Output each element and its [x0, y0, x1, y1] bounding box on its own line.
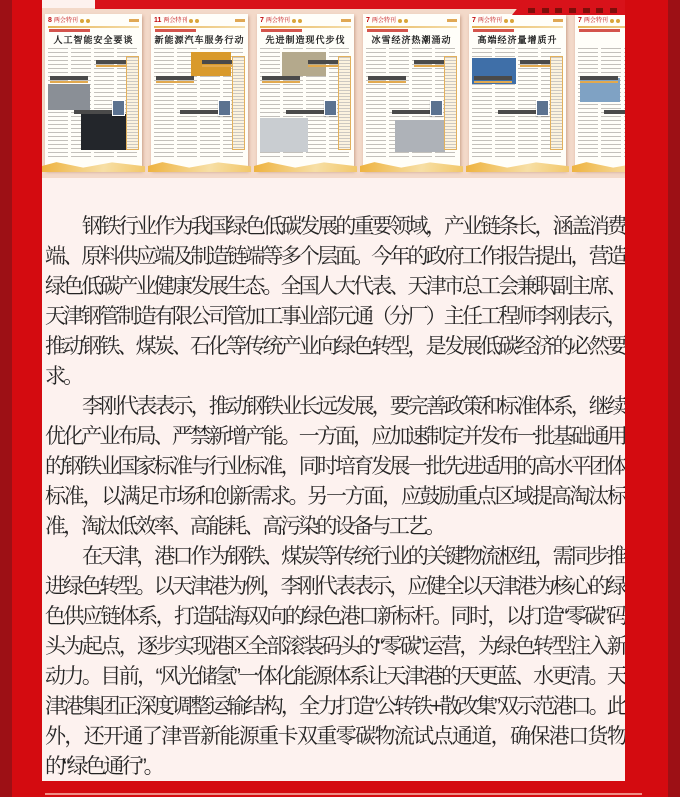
banner-text-fragment — [583, 8, 590, 13]
masthead-rule — [154, 26, 245, 28]
column-subhead — [180, 110, 220, 114]
thumbnail-masthead — [260, 16, 351, 25]
thumbnail-headline: 人工智能安全要谈 — [53, 35, 134, 45]
masthead-date-mark — [341, 19, 351, 22]
column-subhead — [392, 110, 432, 114]
vertical-article-bar — [126, 56, 139, 150]
emblem-icon — [189, 19, 193, 23]
masthead-date-mark — [129, 19, 139, 22]
page-footer-wave — [148, 161, 251, 172]
thumbnail-photo — [260, 118, 308, 152]
column-subhead — [580, 76, 618, 80]
delegate-portrait — [536, 100, 549, 116]
article-body — [45, 212, 625, 782]
vertical-article-bar — [338, 56, 351, 150]
newspaper-page-thumbnail[interactable] — [45, 14, 142, 170]
page-number: 7 — [366, 16, 370, 24]
thumbnail-headline: 先进制造现代步伐 — [265, 35, 346, 45]
column-subhead — [604, 110, 625, 114]
thumbnail-page-body — [260, 48, 351, 160]
emblem-icon — [616, 19, 620, 23]
page-number: 7 — [472, 16, 476, 24]
emblem-icon — [80, 19, 84, 23]
banner-text-fragment — [542, 8, 549, 13]
masthead-rule — [260, 26, 351, 28]
masthead-rule — [366, 26, 457, 28]
column-subhead — [498, 110, 538, 114]
emblem-icon — [510, 19, 514, 23]
newspaper-page-thumbnail[interactable] — [363, 14, 460, 170]
page-footer-wave — [254, 161, 357, 172]
emblem-icon — [398, 19, 402, 23]
page-number: 11 — [154, 16, 162, 24]
right-border-bright — [625, 0, 668, 797]
column-subhead — [156, 76, 194, 80]
thumbnail-headline: 冰雪经济热潮涌动 — [371, 35, 452, 45]
emblem-icon — [292, 19, 296, 23]
column-subhead — [414, 60, 448, 64]
page-footer-wave — [466, 161, 569, 172]
banner-text-fragment — [610, 8, 617, 13]
column-subhead — [474, 76, 512, 80]
thumbnail-page-body — [154, 48, 245, 160]
thumbnail-page-body — [48, 48, 139, 160]
newspaper-page-thumbnail[interactable] — [469, 14, 566, 170]
banner-text-fragment — [569, 8, 576, 13]
delegate-portrait — [430, 100, 443, 116]
column-subhead-underline — [580, 81, 618, 83]
top-banner-clipped-title — [512, 0, 625, 15]
thumbnail-headline: 新能源汽车服务行动 — [154, 35, 245, 45]
newspaper-thumbnails-strip — [42, 8, 625, 178]
column-subhead-underline — [414, 65, 448, 67]
column-subhead-underline — [308, 65, 342, 67]
emblem-icon — [610, 19, 614, 23]
thumbnail-photo — [395, 120, 445, 152]
kicker-line — [49, 29, 90, 32]
thumbnail-photo — [81, 114, 127, 150]
masthead-date-mark — [447, 19, 457, 22]
column-subhead-underline — [474, 81, 512, 83]
kicker-line — [367, 29, 408, 32]
emblem-icon — [298, 19, 302, 23]
page-number: 7 — [578, 16, 582, 24]
column-subhead-underline — [202, 65, 236, 67]
banner-text-fragment — [555, 8, 562, 13]
page-number: 7 — [260, 16, 264, 24]
newspaper-page-thumbnail[interactable] — [257, 14, 354, 170]
emblem-icon — [86, 19, 90, 23]
column-subhead — [520, 60, 554, 64]
emblem-icon — [504, 19, 508, 23]
thumbnail-headline — [578, 34, 625, 46]
masthead-date-mark — [553, 19, 563, 22]
delegate-portrait — [112, 100, 125, 116]
column-subhead — [368, 76, 406, 80]
column-subhead-underline — [368, 81, 406, 83]
emblem-icon — [195, 19, 199, 23]
emblem-icon — [404, 19, 408, 23]
page-footer-wave — [360, 161, 463, 172]
thumbnail-photo — [48, 84, 90, 110]
vertical-article-bar — [550, 56, 563, 150]
column-subhead-underline — [50, 81, 88, 83]
footer-bar — [12, 781, 668, 797]
vertical-article-bar — [444, 56, 457, 150]
column-subhead-underline — [262, 81, 300, 83]
kicker-line — [155, 29, 196, 32]
thumbnail-masthead — [578, 16, 625, 25]
delegate-portrait — [324, 100, 337, 116]
thumbnail-photo — [191, 52, 231, 76]
column-subhead-underline — [156, 81, 194, 83]
column-subhead — [262, 76, 300, 80]
edition-label: 两会特刊 — [583, 17, 608, 24]
thumbnail-masthead — [154, 16, 245, 25]
kicker-line — [261, 29, 302, 32]
page-footer-wave — [572, 161, 625, 172]
delegate-portrait — [218, 100, 231, 116]
article-paragraph-1: 钢铁行业作为我国绿色低碳发展的重要领域，产业链条长，涵盖消费端、原料供应端及制造链端等多个层面。今年的政府工作报告提出，营造绿色低碳产业健康发展生态。全国人大代表、天津市总工会兼职副主席、天津钢管制造有限公司管加工事业部元通（分厂）主任工程师李刚表示，推动钢铁、煤炭、石化等传统产业向绿色转型，是发展低碳经济的必然要求。 — [45, 215, 625, 388]
column-subhead — [50, 76, 88, 80]
kicker-line — [579, 29, 620, 32]
column-subhead — [286, 110, 326, 114]
thumbnail-masthead — [48, 16, 139, 25]
newspaper-page-thumbnail[interactable] — [151, 14, 248, 170]
article-paragraph-2: 李刚代表表示，推动钢铁业长远发展，要完善政策和标准体系，继续优化产业布局、严禁新增产能。一方面，应加速制定并发布一批基础通用的钢铁业国家标准与行业标准，同时培育发展一批先进适用的高水平团体标准，以满足市场和创新需求。另一方面，应鼓励重点区域提高淘汰标准，淘汰低效率、高能耗、高污染的设备与工艺。 — [45, 395, 625, 538]
article-paragraph-3: 在天津，港口作为钢铁、煤炭等传统行业的关键物流枢纽，需同步推进绿色转型。以天津港为例，李刚代表表示，应健全以天津港为核心的绿色供应链体系，打造陆海双向的绿色港口新标杆。同时，以打造“零碳”码头为起点，逐步实现港区全部滚装码头的“零碳”运营，为绿色转型注入新动力。目前，“风光储氢”一体化能源体系让天津港的天更蓝、水更清。天津港集团正深度调整运输结构，全力打造“公转铁+散改集”双示范港口。此外，还开通了津晋新能源重卡双重零碳物流试点通道，确保港口货物的“绿色通行”。 — [45, 545, 625, 778]
left-border-dark — [0, 0, 12, 797]
masthead-rule — [472, 26, 563, 28]
edition-label: 两会特刊 — [477, 17, 502, 24]
masthead-rule — [48, 26, 139, 28]
column-subhead-underline — [96, 65, 130, 67]
vertical-article-bar — [232, 56, 245, 150]
thumbnail-page-body — [366, 48, 457, 160]
edition-label: 两会特刊 — [371, 17, 396, 24]
left-border-bright — [12, 0, 42, 797]
footer-inset-line — [45, 793, 642, 795]
column-subhead — [202, 60, 236, 64]
edition-label: 两会特刊 — [265, 17, 290, 24]
column-subhead — [74, 110, 114, 114]
thumbnail-masthead — [472, 16, 563, 25]
column-subhead — [308, 60, 342, 64]
masthead-date-mark — [235, 19, 245, 22]
edition-label: 两会特刊 — [163, 17, 188, 24]
page-number: 8 — [48, 16, 52, 24]
page-footer-wave — [42, 161, 145, 172]
thumbnail-page-body — [472, 48, 563, 160]
kicker-line — [473, 29, 514, 32]
column-subhead — [96, 60, 130, 64]
thumbnail-masthead — [366, 16, 457, 25]
right-border-dark — [668, 0, 680, 797]
banner-text-fragment — [596, 8, 603, 13]
banner-text-fragment — [528, 8, 535, 13]
column-subhead-underline — [520, 65, 554, 67]
newspaper-page-thumbnail[interactable] — [575, 14, 625, 170]
thumbnail-headline: 高端经济量增质升 — [477, 35, 558, 45]
edition-label: 两会特刊 — [53, 17, 78, 24]
masthead-rule — [578, 26, 625, 28]
thumbnail-page-body — [578, 48, 625, 160]
thumbnail-photo — [282, 52, 326, 76]
